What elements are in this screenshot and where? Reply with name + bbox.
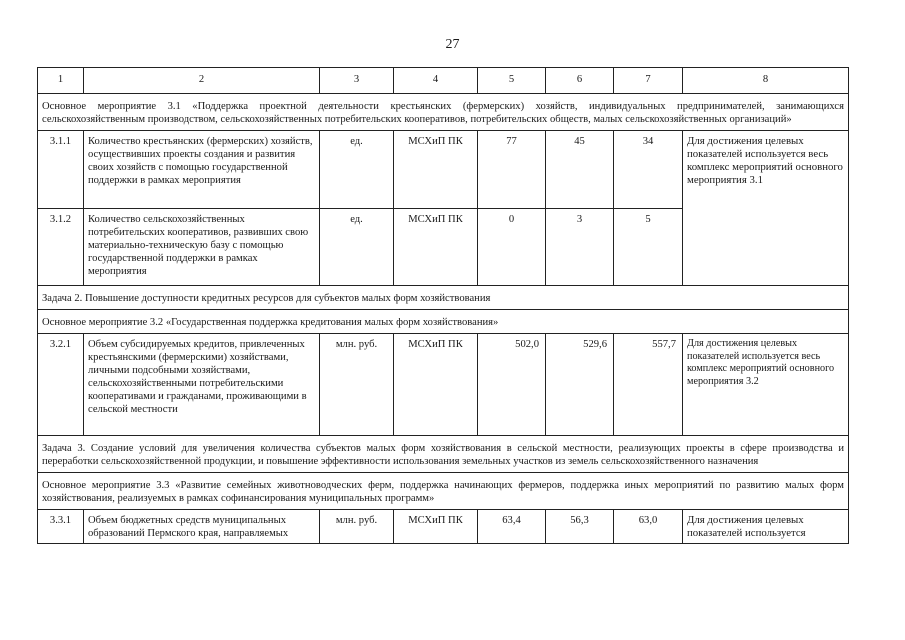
section-3-1-title: Основное мероприятие 3.1 «Поддержка проектной деятельности крестьянских (фермерских) хозяйств, индивидуальных предпринимателей, занимающихся сельскохозяйственным производством, сельскохозяйственных потребительских кооперативов, потребительских обществ, малых сельскохозяйственных организаций»	[38, 94, 849, 131]
section-row	[38, 473, 849, 510]
indicators-table	[37, 67, 849, 544]
row-number: 3.1.1	[38, 131, 84, 209]
header-cell: 3	[320, 68, 394, 94]
header-cell: 2	[84, 68, 320, 94]
unit-cell: ед.	[320, 209, 394, 286]
value-col-5: 63,4	[478, 510, 546, 544]
header-cell: 8	[683, 68, 849, 94]
value-col-7: 557,7	[614, 334, 683, 436]
note-cell: Для достижения целевых показателей используется весь комплекс мероприятий основного мероприятия 3.2	[683, 334, 849, 436]
header-cell: 1	[38, 68, 84, 94]
value-col-6: 529,6	[546, 334, 614, 436]
value-col-5: 502,0	[478, 334, 546, 436]
header-cell: 6	[546, 68, 614, 94]
header-cell: 5	[478, 68, 546, 94]
value-col-7: 63,0	[614, 510, 683, 544]
agency-cell: МСХиП ПК	[394, 510, 478, 544]
indicator-name: Объем субсидируемых кредитов, привлеченных крестьянскими (фермерскими) хозяйствами, личными подсобными хозяйствами, сельскохозяйственными потребительскими кооперативами и гражданами, проживающими в сельской местности	[84, 334, 320, 436]
value-col-6: 3	[546, 209, 614, 286]
section-3-3-title: Основное мероприятие 3.3 «Развитие семейных животноводческих ферм, поддержка начинающих фермеров, поддержка иных мероприятий по развитию малых форм хозяйствования, реализуемых в рамках софинансирования муниципальных программ»	[38, 473, 849, 510]
table-header-row	[38, 68, 849, 94]
row-number: 3.3.1	[38, 510, 84, 544]
agency-cell: МСХиП ПК	[394, 334, 478, 436]
value-col-7: 34	[614, 131, 683, 209]
table-row	[38, 334, 849, 436]
note-cell: Для достижения целевых показателей используется весь комплекс мероприятий основного мероприятия 3.1	[683, 131, 849, 286]
note-cell: Для достижения целевых показателей используется	[683, 510, 849, 544]
header-cell: 4	[394, 68, 478, 94]
indicator-name: Количество крестьянских (фермерских) хозяйств, осуществивших проекты создания и развития своих хозяйств с помощью государственной поддержки в рамках мероприятия	[84, 131, 320, 209]
indicator-name: Объем бюджетных средств муниципальных образований Пермского края, направляемых	[84, 510, 320, 544]
section-3-2-title: Основное мероприятие 3.2 «Государственная поддержка кредитования малых форм хозяйствования»	[38, 310, 849, 334]
table-row	[38, 131, 849, 209]
task-row	[38, 286, 849, 310]
agency-cell: МСХиП ПК	[394, 131, 478, 209]
row-number: 3.1.2	[38, 209, 84, 286]
value-col-6: 56,3	[546, 510, 614, 544]
indicator-name: Количество сельскохозяйственных потребительских кооперативов, развивших свою материально-техническую базу с помощью государственной поддержки в рамках мероприятия	[84, 209, 320, 286]
row-number: 3.2.1	[38, 334, 84, 436]
unit-cell: млн. руб.	[320, 334, 394, 436]
task-row	[38, 436, 849, 473]
table-row	[38, 510, 849, 544]
page-number: 27	[445, 37, 460, 52]
task-3-title: Задача 3. Создание условий для увеличения количества субъектов малых форм хозяйствования в сельской местности, реализующих проекты в сфере производства и переработки сельскохозяйственной продукции, и повышение эффективности использования земельных участков из земель сельскохозяйственного назначения	[38, 436, 849, 473]
task-2-title: Задача 2. Повышение доступности кредитных ресурсов для субъектов малых форм хозяйствования	[38, 286, 849, 310]
value-col-6: 45	[546, 131, 614, 209]
section-row	[38, 94, 849, 131]
section-row	[38, 310, 849, 334]
value-col-5: 0	[478, 209, 546, 286]
value-col-5: 77	[478, 131, 546, 209]
header-cell: 7	[614, 68, 683, 94]
agency-cell: МСХиП ПК	[394, 209, 478, 286]
value-col-7: 5	[614, 209, 683, 286]
unit-cell: млн. руб.	[320, 510, 394, 544]
unit-cell: ед.	[320, 131, 394, 209]
